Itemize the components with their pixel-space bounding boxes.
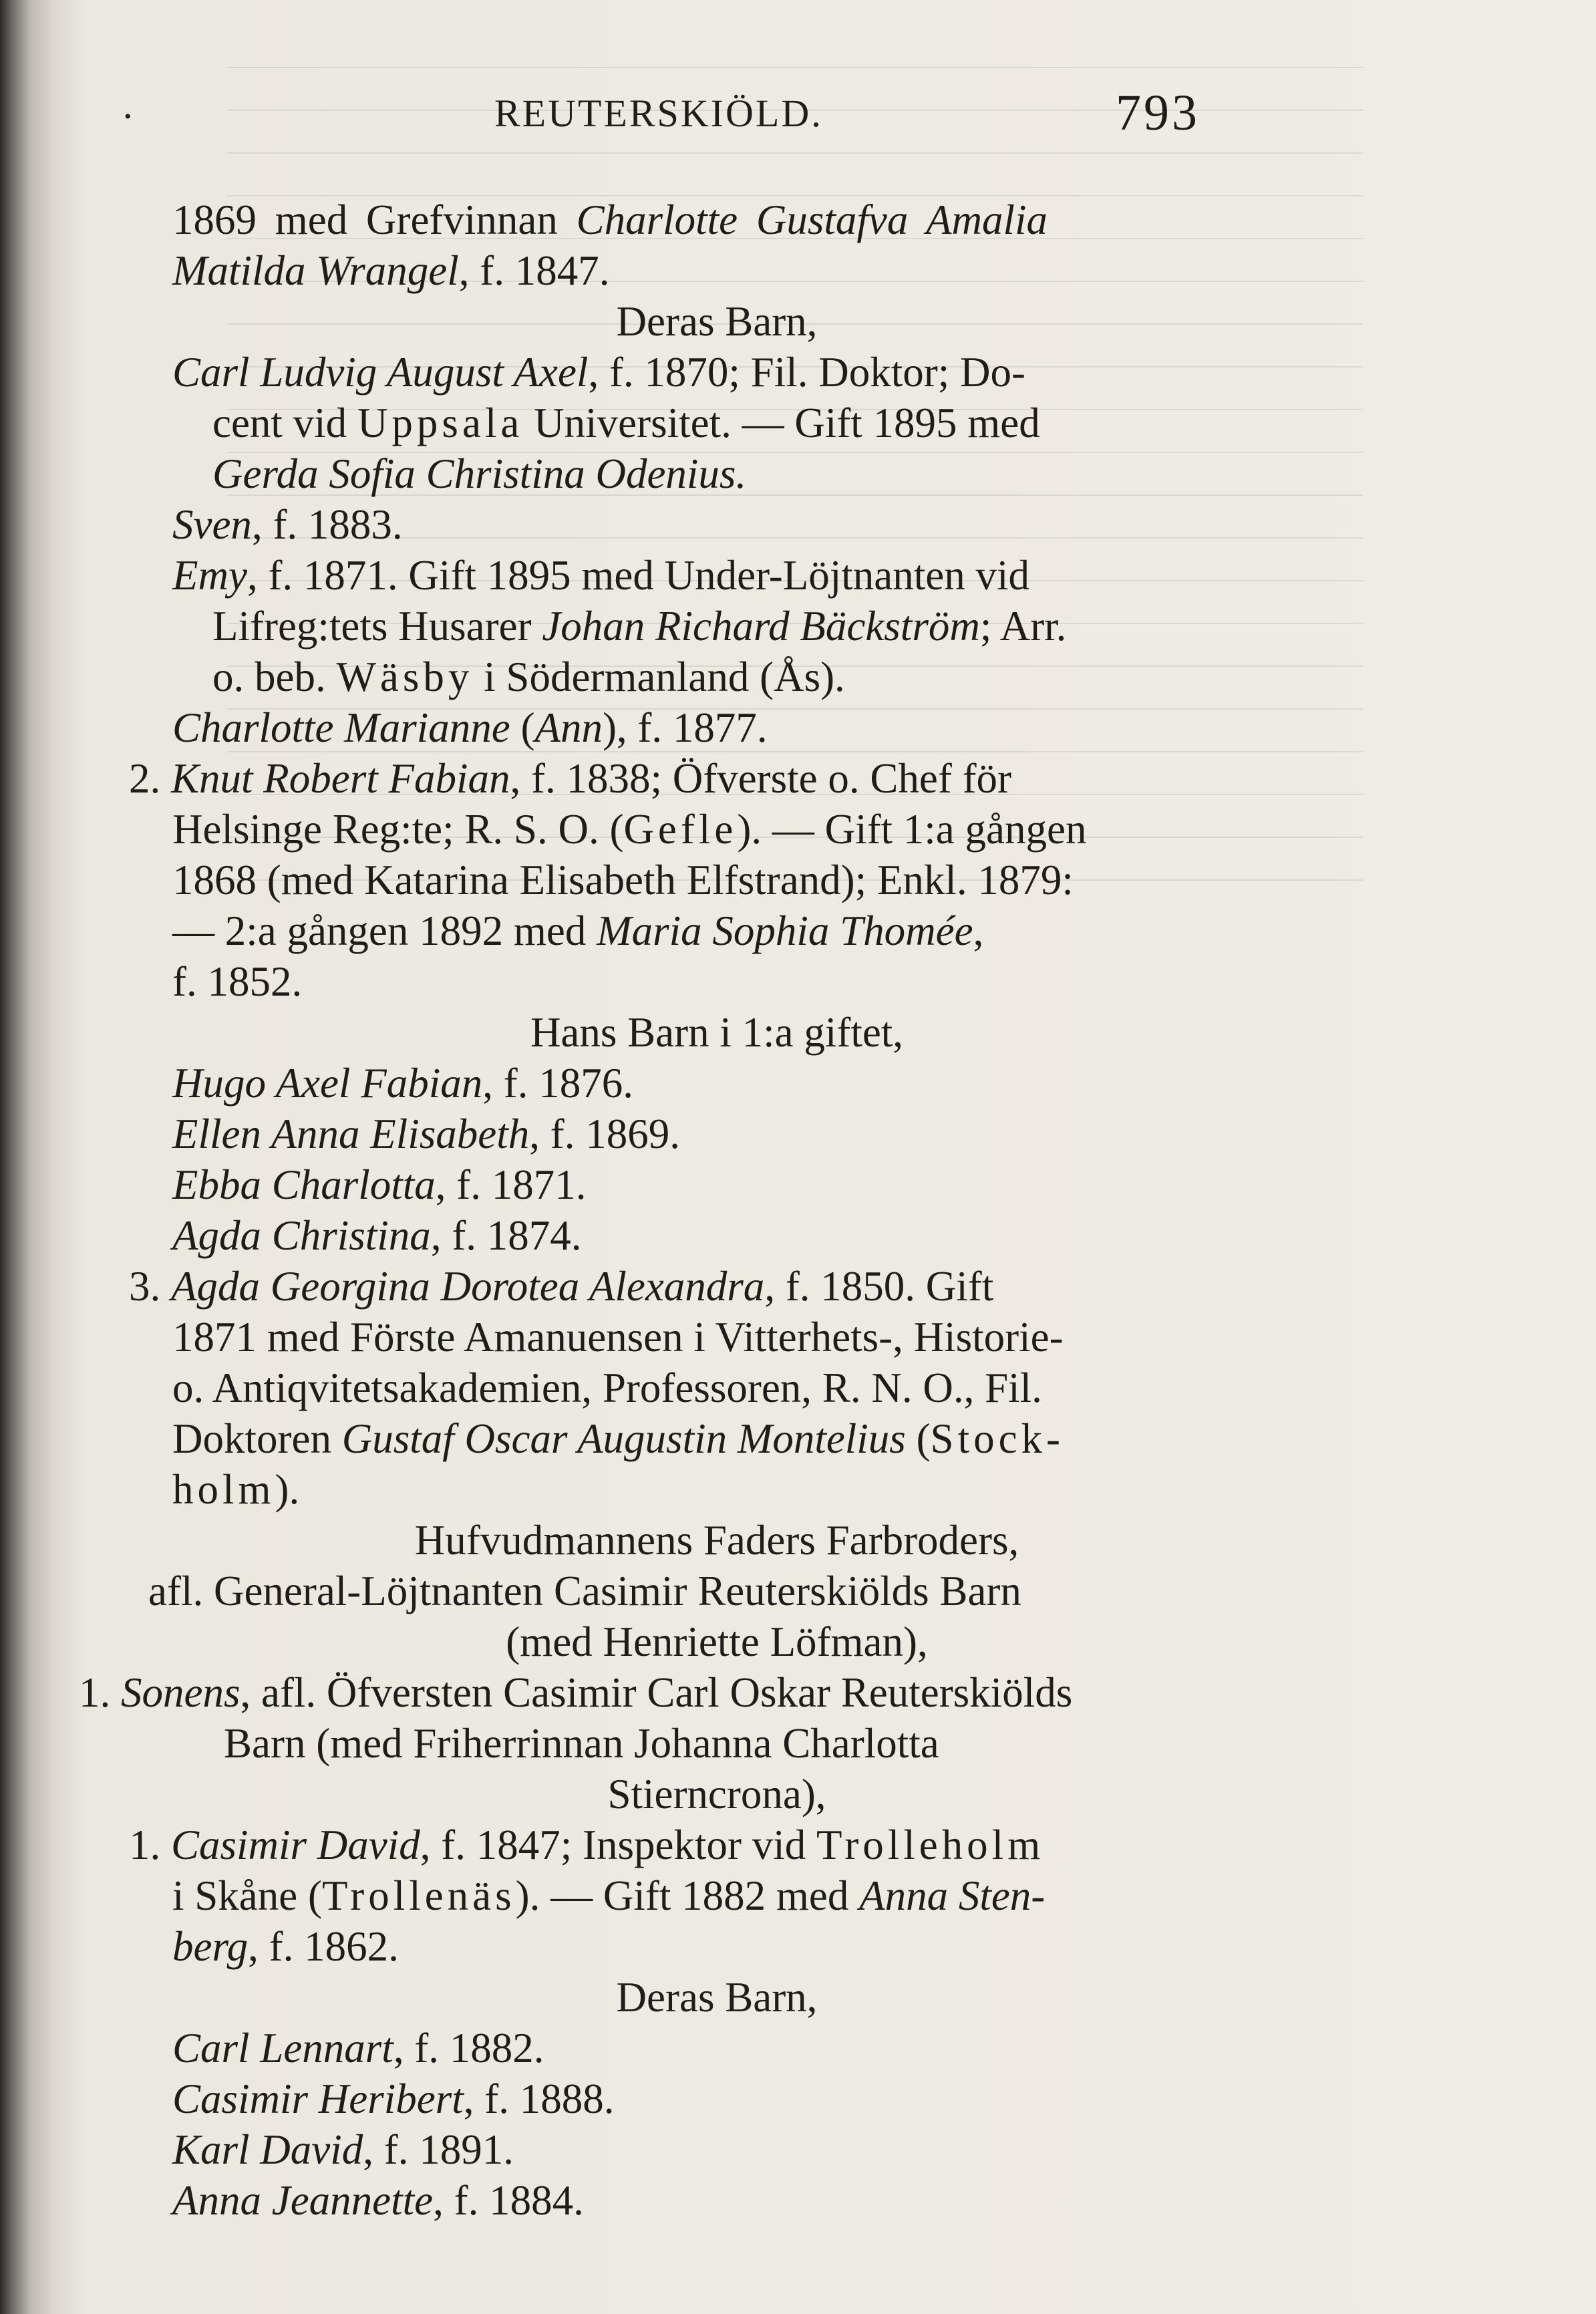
text-segment: Agda Georgina Dorotea Alexandra xyxy=(171,1263,765,1310)
text-line xyxy=(172,1006,1261,1058)
text-segment: , f. 1876. xyxy=(482,1060,633,1107)
text-line xyxy=(129,752,1011,805)
text-line xyxy=(172,1514,1261,1566)
text-segment: — 2:a gången 1892 med xyxy=(172,907,597,954)
text-segment: , f. 1884. xyxy=(433,2177,584,2224)
text-segment: Carl Lennart xyxy=(172,2025,393,2071)
margin-dot: • xyxy=(124,106,132,128)
text-segment: , f. 1862. xyxy=(248,1923,399,1970)
text-segment: Matilda Wrangel xyxy=(172,247,459,294)
text-segment: , f. 1874. xyxy=(430,1212,582,1259)
text-segment: , f. 1847. xyxy=(458,247,610,294)
text-segment: Knut Robert Fabian xyxy=(171,755,510,802)
text-line xyxy=(172,194,1261,246)
text-segment: Ebba Charlotta xyxy=(172,1161,436,1208)
text-line xyxy=(172,2124,514,2176)
text-segment: , xyxy=(973,907,984,954)
text-line xyxy=(172,1920,399,1973)
text-segment: 1. xyxy=(129,1822,171,1868)
text-segment: Deras Barn, xyxy=(616,1974,818,2021)
text-line xyxy=(212,397,1040,449)
text-segment: , f. 1838; Öfverste o. Chef för xyxy=(510,755,1012,802)
text-segment: 1871 med Förste Amanuensen i Vitterhets-, Historie- xyxy=(172,1314,1064,1360)
text-segment: Hufvudmannens Faders Farbroders, xyxy=(414,1517,1019,1564)
text-line xyxy=(172,1108,680,1160)
text-line xyxy=(172,2022,544,2074)
text-segment: Charlotte Gustafva Amalia xyxy=(576,196,1048,243)
page-header xyxy=(0,79,1596,146)
text-segment: Gustaf Oscar Augustin Montelius xyxy=(341,1415,906,1462)
text-segment: Wäsby xyxy=(336,654,474,700)
text-segment: holm xyxy=(172,1466,275,1513)
text-line xyxy=(172,1870,1045,1922)
text-segment: Lifreg:tets Husarer xyxy=(212,603,542,649)
running-head: REUTERSKIÖLD. xyxy=(494,92,823,135)
text-segment: ; Arr. xyxy=(979,603,1067,649)
text-segment: Doktoren xyxy=(172,1415,342,1462)
text-line xyxy=(79,1667,1072,1719)
text-segment: Casimir David xyxy=(171,1822,420,1868)
text-segment: (med Henriette Löfman), xyxy=(506,1618,928,1665)
text-segment: o. Antiqvitetsakademien, Professoren, R. N. O., Fil. xyxy=(172,1364,1042,1411)
text-segment: 2. xyxy=(129,755,171,802)
text-segment: ). — Gift 1882 med xyxy=(515,1872,860,1919)
text-line xyxy=(172,2174,584,2226)
text-segment: , f. 1870; Fil. Doktor; Do- xyxy=(588,349,1025,396)
text-segment: ). xyxy=(275,1466,300,1513)
text-segment: , f. 1888. xyxy=(463,2075,615,2122)
text-line xyxy=(172,1463,299,1515)
text-segment: ), f. 1877. xyxy=(602,704,768,751)
text-segment: 3. xyxy=(129,1263,171,1310)
text-line xyxy=(172,956,302,1008)
text-segment: ( xyxy=(510,704,535,751)
text-line xyxy=(172,1311,1064,1363)
text-line xyxy=(172,549,1029,601)
text-segment: Hugo Axel Fabian xyxy=(172,1060,483,1107)
text-segment: 1868 (med Katarina Elisabeth Elfstrand); Enkl. 1879: xyxy=(172,857,1074,903)
text-segment: Ann xyxy=(534,704,603,751)
text-segment: o. beb. xyxy=(212,654,337,700)
text-segment: , f. 1869. xyxy=(529,1111,681,1157)
text-segment: cent vid xyxy=(212,400,357,446)
text-segment: Agda Christina xyxy=(172,1212,431,1259)
text-segment: , f. 1871. xyxy=(435,1161,587,1208)
text-segment: , f. 1882. xyxy=(393,2025,544,2071)
text-line xyxy=(224,1717,939,1769)
text-line xyxy=(172,2073,615,2125)
text-segment: Helsinge Reg:te; R. S. O. ( xyxy=(172,806,624,853)
text-segment: Trollenäs xyxy=(321,1872,516,1919)
text-line xyxy=(172,1616,1261,1668)
text-segment: ( xyxy=(905,1415,931,1462)
text-segment: Trolleholm xyxy=(816,1822,1045,1868)
text-segment: Gefle xyxy=(623,806,738,853)
text-line xyxy=(212,600,1066,652)
text-line xyxy=(212,448,746,500)
text-line xyxy=(172,1057,633,1109)
text-line xyxy=(172,1362,1042,1414)
text-segment: , f. 1891. xyxy=(363,2126,514,2173)
text-line xyxy=(172,854,1074,906)
text-line xyxy=(172,803,1086,855)
text-segment: berg xyxy=(172,1923,249,1970)
text-segment: Carl Ludvig August Axel xyxy=(172,349,589,396)
text-segment: , f. 1883. xyxy=(251,501,403,548)
text-segment: 1869 med Grefvinnan xyxy=(172,196,577,243)
page-number: 793 xyxy=(1116,85,1200,141)
text-line xyxy=(172,1971,1261,2023)
text-segment: 1. xyxy=(79,1669,121,1716)
text-segment: Uppsala xyxy=(357,400,524,446)
text-segment: Stierncrona), xyxy=(607,1771,826,1818)
text-line xyxy=(172,905,983,957)
text-line xyxy=(172,1209,582,1262)
text-segment: , f. 1871. Gift 1895 med Under-Löjtnanten vid xyxy=(247,552,1029,599)
text-segment: Charlotte Marianne xyxy=(172,704,510,751)
text-line xyxy=(172,346,1025,398)
text-segment: ). — Gift 1:a gången xyxy=(737,806,1087,853)
text-segment: , f. 1850. Gift xyxy=(764,1263,994,1310)
text-segment: Anna Jeannette xyxy=(172,2177,434,2224)
text-segment: Hans Barn i 1:a giftet, xyxy=(530,1009,904,1056)
text-segment: Maria Sophia Thomée xyxy=(597,907,973,954)
text-segment: Karl David xyxy=(172,2126,363,2173)
text-segment: f. 1852. xyxy=(172,958,303,1005)
text-segment: , afl. Öfversten Casimir Carl Oskar Reuterskiölds xyxy=(240,1669,1073,1716)
text-segment: Ellen Anna Elisabeth xyxy=(172,1111,530,1157)
text-segment: Stock- xyxy=(930,1415,1065,1462)
text-line xyxy=(172,1413,1064,1465)
text-line xyxy=(172,702,768,754)
text-line xyxy=(212,651,845,703)
text-line xyxy=(172,295,1261,347)
text-line xyxy=(148,1565,1021,1617)
text-segment: Deras Barn, xyxy=(616,298,818,345)
text-line xyxy=(172,245,609,297)
text-segment: Johan Richard Bäckström xyxy=(542,603,980,649)
text-segment: i Skåne ( xyxy=(172,1872,322,1919)
text-segment: Gerda Sofia Christina Odenius. xyxy=(212,450,747,497)
text-segment: , f. 1847; Inspektor vid xyxy=(420,1822,816,1868)
text-segment: Sonens xyxy=(121,1669,241,1716)
text-line xyxy=(172,498,403,551)
text-line xyxy=(172,1768,1261,1820)
text-segment: i Södermanland (Ås). xyxy=(473,654,845,700)
text-segment: Emy xyxy=(172,552,247,599)
text-segment: Barn (med Friherrinnan Johanna Charlotta xyxy=(224,1720,939,1767)
text-line xyxy=(172,1159,587,1211)
text-segment: Universitet. — Gift 1895 med xyxy=(523,400,1040,446)
text-line xyxy=(129,1819,1044,1871)
text-segment: Anna Sten- xyxy=(859,1872,1046,1919)
text-segment: afl. General-Löjtnanten Casimir Reuterskiölds Barn xyxy=(148,1568,1021,1614)
text-line xyxy=(129,1260,993,1312)
text-segment: Casimir Heribert xyxy=(172,2075,464,2122)
text-segment: Sven xyxy=(172,501,252,548)
